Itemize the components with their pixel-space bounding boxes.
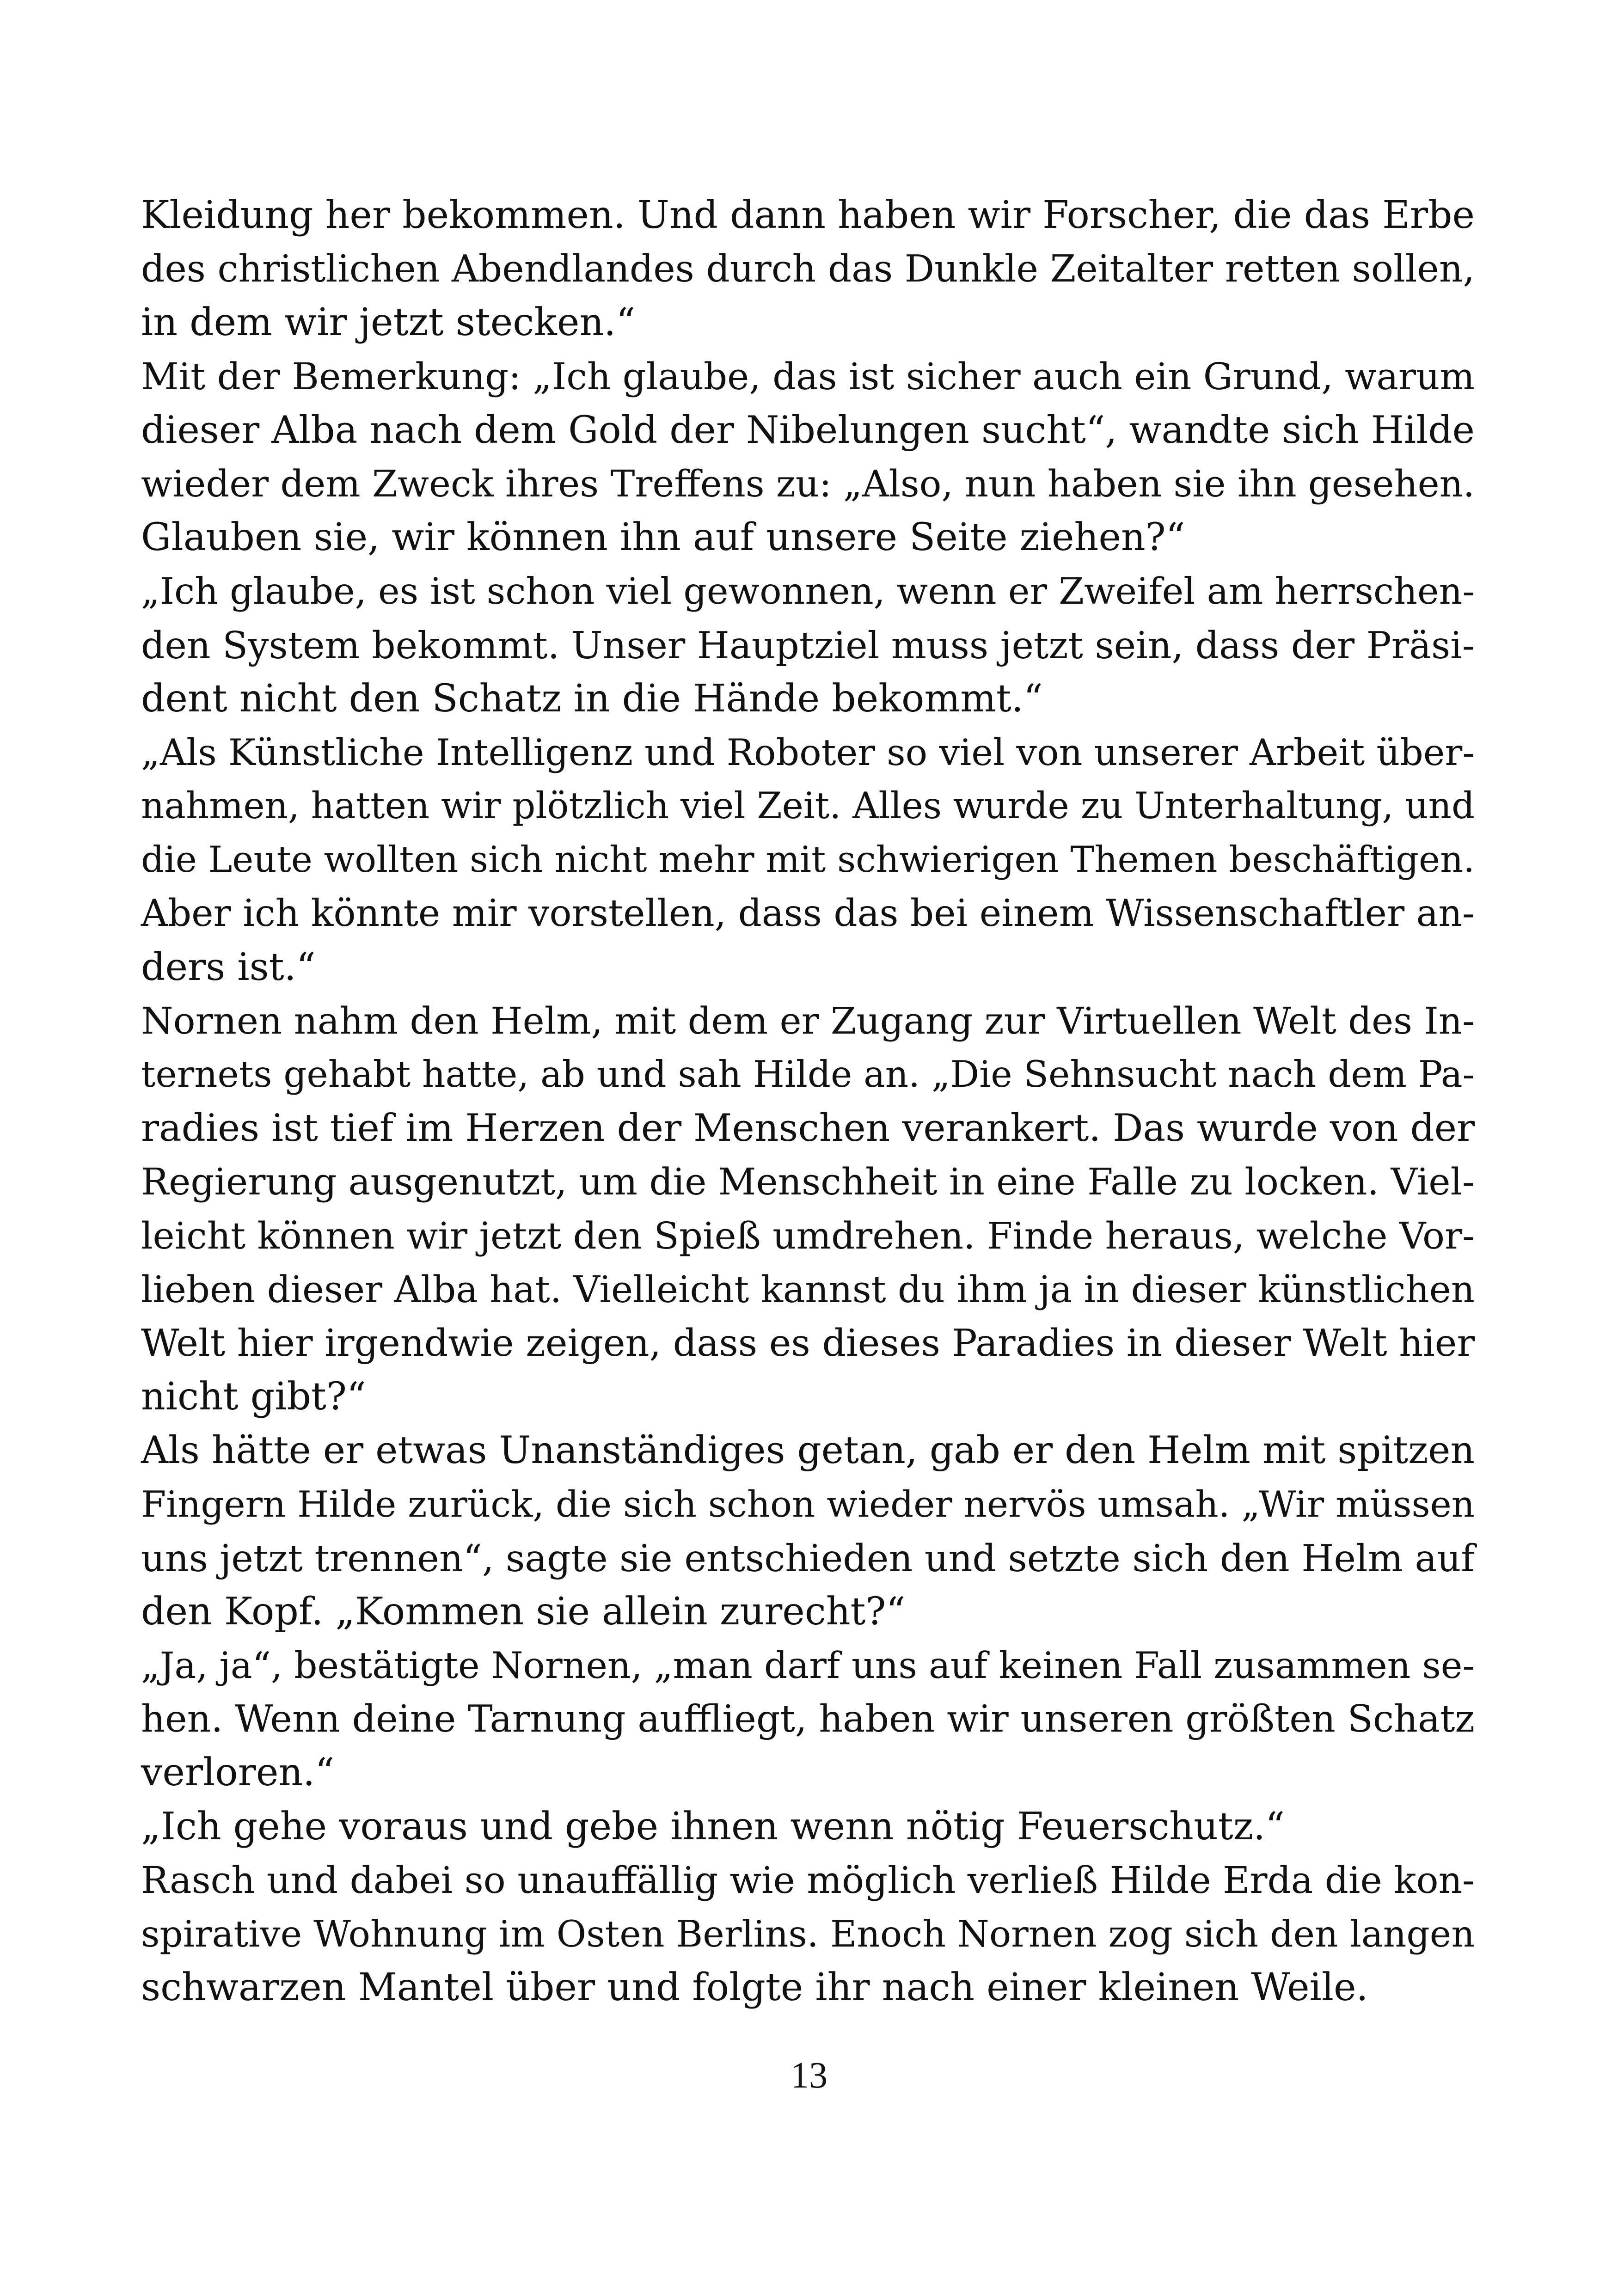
paragraph <box>141 726 1475 994</box>
text-line: Glauben sie, wir können ihn auf unsere Seite ziehen?“ <box>141 515 1185 560</box>
text-line: die Leute wollten sich nicht mehr mit schwierigen Themen beschäftigen. <box>141 839 1475 881</box>
text-line: nahmen, hatten wir plötzlich viel Zeit. Alles wurde zu Unterhaltung, und <box>141 785 1475 827</box>
text-line: Fingern Hilde zurück, die sich schon wieder nervös umsah. „Wir müssen <box>141 1483 1475 1525</box>
text-line: ders ist.“ <box>141 945 316 989</box>
paragraph <box>141 189 1475 350</box>
text-line: „Ja, ja“, bestätigte Nornen, „man darf uns auf keinen Fall zusammen se- <box>141 1644 1475 1687</box>
text-line: radies ist tief im Herzen der Menschen verankert. Das wurde von der <box>141 1106 1475 1151</box>
text-line: Regierung ausgenutzt, um die Menschheit in eine Falle zu locken. Viel- <box>141 1160 1475 1204</box>
text-line: Welt hier irgendwie zeigen, dass es dieses Paradies in dieser Welt hier <box>141 1321 1475 1365</box>
text-line: hen. Wenn deine Tarnung auffliegt, haben wir unseren größten Schatz <box>141 1697 1475 1741</box>
paragraph <box>141 1424 1475 1639</box>
text-line: des christlichen Abendlandes durch das Dunkle Zeitalter retten sollen, <box>141 247 1475 291</box>
text-line: uns jetzt trennen“, sagte sie entschieden und setzte sich den Helm auf <box>141 1536 1475 1580</box>
paragraph <box>141 564 1475 726</box>
text-line: schwarzen Mantel über und folgte ihr nach einer kleinen Weile. <box>141 1965 1368 2010</box>
text-line: „Ich glaube, es ist schon viel gewonnen, wenn er Zweifel am herrschen- <box>141 570 1475 613</box>
text-line: spirative Wohnung im Osten Berlins. Enoch Nornen zog sich den langen <box>141 1913 1475 1955</box>
text-line: den Kopf. „Kommen sie allein zurecht?“ <box>141 1589 906 1634</box>
body-text <box>141 189 1475 2014</box>
paragraph <box>141 350 1475 565</box>
page-number: 13 <box>791 2055 827 2096</box>
text-line: verloren.“ <box>141 1751 335 1795</box>
text-line: „Als Künstliche Intelligenz und Roboter so viel von unserer Arbeit über- <box>141 731 1475 774</box>
text-line: Aber ich könnte mir vorstellen, dass das bei einem Wissenschaftler an- <box>141 892 1475 935</box>
text-line: Mit der Bemerkung: „Ich glaube, das ist sicher auch ein Grund, warum <box>141 355 1475 398</box>
text-line: Rasch und dabei so unauffällig wie möglich verließ Hilde Erda die kon- <box>141 1858 1475 1902</box>
text-line: Als hätte er etwas Unanständiges getan, gab er den Helm mit spitzen <box>141 1428 1475 1473</box>
text-line: lieben dieser Alba hat. Vielleicht kannst du ihm ja in dieser künstlichen <box>141 1267 1475 1311</box>
text-line: ternets gehabt hatte, ab und sah Hilde an. „Die Sehnsucht nach dem Pa- <box>141 1053 1475 1096</box>
paragraph <box>141 994 1475 1424</box>
text-line: wieder dem Zweck ihres Treffens zu: „Also, nun haben sie ihn gesehen. <box>141 462 1475 505</box>
text-line: nicht gibt?“ <box>141 1375 366 1419</box>
text-line: in dem wir jetzt stecken.“ <box>141 300 636 345</box>
text-line: dent nicht den Schatz in die Hände bekommt.“ <box>141 676 1043 721</box>
text-line: Nornen nahm den Helm, mit dem er Zugang zur Virtuellen Welt des In- <box>141 999 1475 1042</box>
text-line: den System bekommt. Unser Hauptziel muss jetzt sein, dass der Präsi- <box>141 623 1475 667</box>
paragraph <box>141 1854 1475 2015</box>
text-line: leicht können wir jetzt den Spieß umdrehen. Finde heraus, welche Vor- <box>141 1214 1475 1257</box>
text-line: Kleidung her bekommen. Und dann haben wir Forscher, die das Erbe <box>141 193 1475 237</box>
paragraph <box>141 1639 1475 1800</box>
text-line: dieser Alba nach dem Gold der Nibelungen sucht“, wandte sich Hilde <box>141 408 1475 452</box>
paragraph <box>141 1800 1475 1854</box>
text-line: „Ich gehe voraus und gebe ihnen wenn nötig Feuerschutz.“ <box>141 1804 1285 1849</box>
